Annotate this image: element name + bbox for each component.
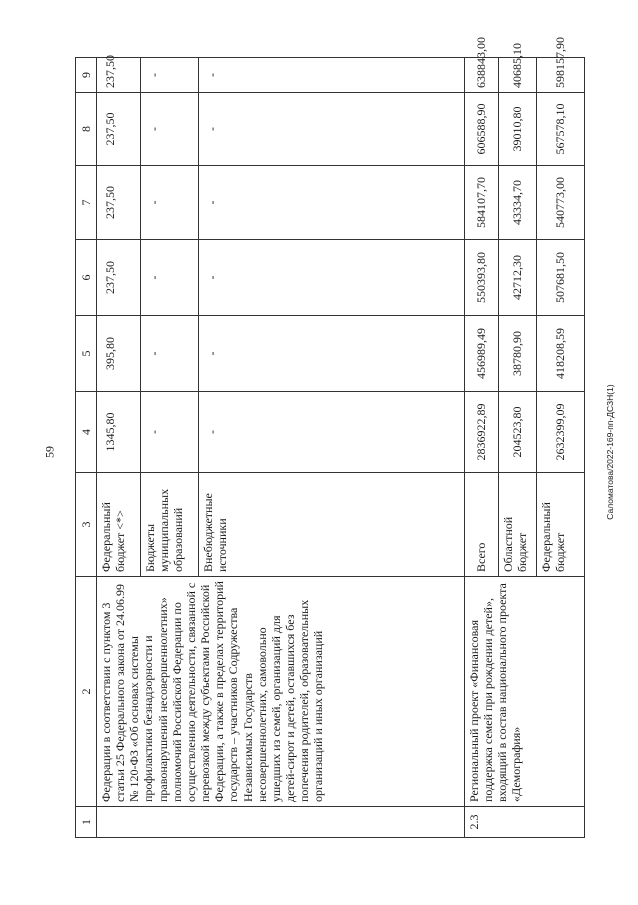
funding-source: Всего [465, 473, 499, 577]
header-col-8: 8 [76, 93, 97, 166]
value-cell: 550393,80 [465, 240, 499, 316]
page-number: 59 [42, 446, 57, 458]
funding-source: Федеральный бюджет [537, 473, 585, 577]
header-col-2: 2 [76, 577, 97, 807]
value-cell: 567578,10 [537, 93, 585, 166]
value-cell: 2632399,09 [537, 392, 585, 473]
value-cell: - [199, 58, 229, 93]
value-cell: 237,50 [97, 240, 141, 316]
value-cell: - [141, 240, 199, 316]
header-col-6: 6 [76, 240, 97, 316]
value-cell: 237,50 [97, 58, 141, 93]
header-col-4: 4 [76, 392, 97, 473]
value-cell: 42712,30 [499, 240, 537, 316]
value-cell: 584107,70 [465, 166, 499, 240]
value-cell: - [141, 392, 199, 473]
header-col-3: 3 [76, 473, 97, 577]
value-cell: - [199, 392, 229, 473]
value-cell: 2836922,89 [465, 392, 499, 473]
value-cell: 418208,59 [537, 316, 585, 392]
header-col-9: 9 [76, 58, 97, 93]
table-row [97, 58, 141, 838]
table-row [465, 58, 499, 838]
value-cell: 456989,49 [465, 316, 499, 392]
funding-source: Областной бюджет [499, 473, 537, 577]
row-description: Региональный проект «Финансовая поддержка семей при рождении детей», входящий в состав национального проекта «Демография» [465, 577, 585, 807]
header-col-1: 1 [76, 807, 97, 838]
value-cell: 237,50 [97, 166, 141, 240]
row-description: Федерации в соответствии с пунктом 3 статьи 25 Федерального закона от 24.06.99 № 120-ФЗ «Об основах системы профилактики безнадзорности и правонарушений несовершеннолетних» полномочий Российской Федерации по осуществлению деятельности, связанной с перевозкой между субъектами Российской Федерации, а также в пределах территорий государств – участников Содружества Независимых Государств несовершеннолетних, самовольно ушедших из семей, организаций для детей-сирот и детей, оставшихся без попечения родителей, образовательных организаций и иных организаций [97, 577, 465, 807]
document-footer: Саломатова/2022-169-пп-ДСЗН(1) [605, 384, 615, 520]
funding-source: Внебюджетные источники [199, 473, 465, 577]
value-cell: - [141, 316, 199, 392]
budget-table [75, 37, 585, 838]
row-number [97, 807, 465, 838]
header-col-7: 7 [76, 166, 97, 240]
row-number: 2.3 [465, 807, 585, 838]
value-cell: - [141, 58, 199, 93]
header-col-5: 5 [76, 316, 97, 392]
value-cell: - [141, 93, 199, 166]
value-cell: 507681,50 [537, 240, 585, 316]
value-cell: 43334,70 [499, 166, 537, 240]
rotated-table-container [75, 37, 568, 838]
value-cell: 540773,00 [537, 166, 585, 240]
value-cell: 40685,10 [499, 58, 537, 93]
funding-source: Федеральный бюджет <*> [97, 473, 141, 577]
value-cell: 1345,80 [97, 392, 141, 473]
value-cell: 395,80 [97, 316, 141, 392]
value-cell: 204523,80 [499, 392, 537, 473]
column-number-header [76, 58, 97, 838]
value-cell: 598157,90 [537, 58, 585, 93]
funding-source: Бюджеты муниципальных образований [141, 473, 199, 577]
value-cell: - [141, 166, 199, 240]
value-cell: - [199, 240, 229, 316]
value-cell: 39010,80 [499, 93, 537, 166]
value-cell: 638843,00 [465, 58, 499, 93]
value-cell: - [199, 316, 229, 392]
value-cell: 38780,90 [499, 316, 537, 392]
value-cell: 606588,90 [465, 93, 499, 166]
value-cell: - [199, 93, 229, 166]
value-cell: - [199, 166, 229, 240]
value-cell: 237,50 [97, 93, 141, 166]
